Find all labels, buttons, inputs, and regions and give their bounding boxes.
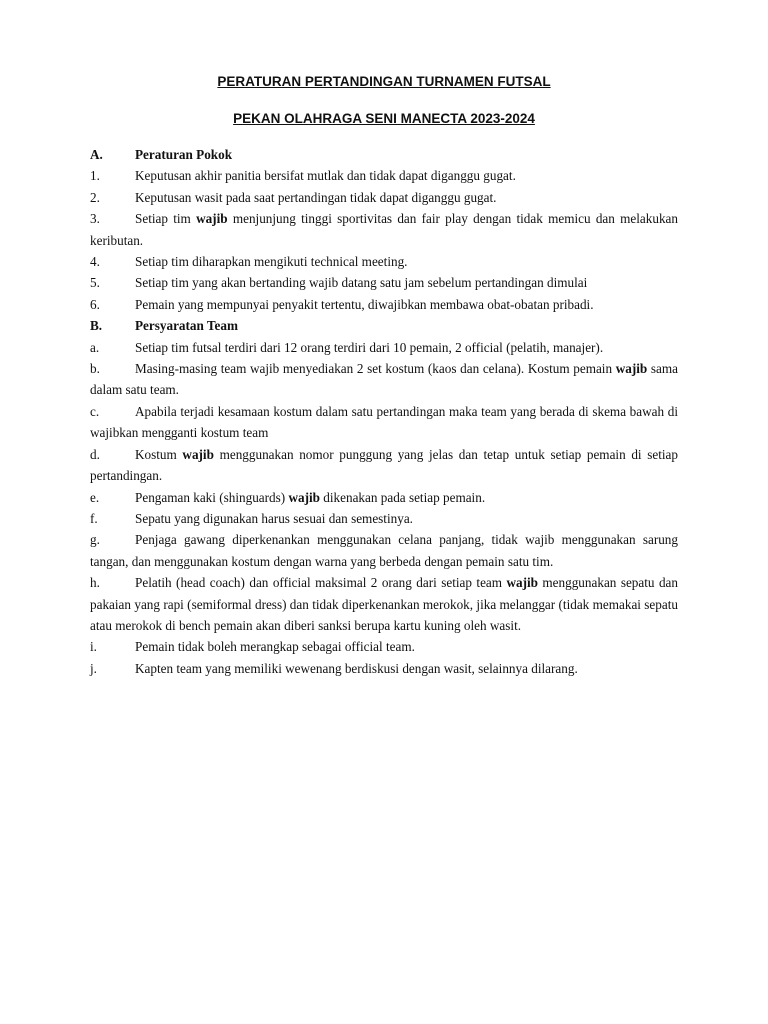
list-item [90,658,678,679]
list-item [90,508,678,529]
emphasis-text: wajib [288,489,320,505]
list-marker: 2. [90,189,100,205]
item-text: Pemain yang mempunyai penyakit tertentu, diwajibkan membawa obat-obatan pribadi. [135,296,594,312]
item-text: Pemain tidak boleh merangkap sebagai official team. [135,639,415,655]
list-marker: g. [90,532,100,548]
section-heading-text: Persyaratan Team [135,318,238,334]
list-marker: i. [90,639,97,655]
section-heading [90,315,678,336]
item-text: Setiap tim [135,211,197,227]
list-marker: 3. [90,211,100,227]
list-marker: a. [90,339,100,355]
item-text: Kostum [135,446,183,462]
list-marker: b. [90,361,100,377]
item-text: Apabila terjadi kesamaan kostum dalam satu pertandingan maka team yang berada di skema bawah di wajibkan mengganti kostum team [90,403,678,441]
section-heading [90,144,678,165]
document-subtitle: PEKAN OLAHRAGA SENI MANECTA 2023-2024 [233,111,535,126]
list-marker: j. [90,660,97,676]
list-item [90,401,678,444]
list-item [90,272,678,293]
item-text: Kapten team yang memiliki wewenang berdiskusi dengan wasit, selainnya dilarang. [135,660,578,676]
list-item [90,572,678,636]
list-marker: 6. [90,296,100,312]
item-text: Pelatih (head coach) dan official maksimal 2 orang dari setiap team [135,575,507,591]
list-marker: 4. [90,254,100,270]
list-item [90,294,678,315]
item-text: Penjaga gawang diperkenankan menggunakan celana panjang, tidak wajib menggunakan sarung tangan, dan menggunakan kostum dengan warna yang berbeda dengan pemain satu tim. [90,532,678,569]
list-marker: e. [90,489,100,505]
list-marker: f. [90,510,98,526]
section-marker: B. [90,318,103,334]
list-marker: h. [90,575,100,591]
list-item [90,444,678,487]
list-item [90,165,678,186]
item-text: Pengaman kaki (shinguards) [135,489,289,505]
emphasis-text: wajib [506,575,538,591]
document-body [90,144,678,679]
document-title: PERATURAN PERTANDINGAN TURNAMEN FUTSAL [217,74,551,89]
item-text: Sepatu yang digunakan harus sesuai dan semestinya. [135,510,413,526]
item-text: menggunakan nomor punggung yang jelas dan tetap untuk setiap pemain di setiap pertandingan. [90,446,678,484]
list-marker: 5. [90,275,100,291]
emphasis-text: wajib [196,211,228,227]
item-text: Setiap tim diharapkan mengikuti technical meeting. [135,254,408,270]
emphasis-text: wajib [182,446,214,462]
list-item [90,208,678,251]
list-marker: 1. [90,168,100,184]
item-text: Masing-masing team wajib menyediakan 2 set kostum (kaos dan celana). Kostum pemain [135,361,616,377]
list-item [90,251,678,272]
list-item [90,337,678,358]
list-item [90,487,678,508]
section-marker: A. [90,147,103,162]
list-item [90,358,678,401]
list-item [90,187,678,208]
list-marker: d. [90,446,100,462]
item-text: Keputusan wasit pada saat pertandingan tidak dapat diganggu gugat. [135,189,497,205]
item-text: Setiap tim yang akan bertanding wajib datang satu jam sebelum pertandingan dimulai [135,275,588,291]
item-text: menjunjung tinggi sportivitas dan fair play dengan tidak memicu dan melakukan keributan. [90,211,678,248]
section-heading-text: Peraturan Pokok [135,147,233,162]
item-text: menggunakan sepatu dan pakaian yang rapi (semiformal dress) dan tidak diperkenankan merokok, jika melanggar (tidak memakai sepatu atau merokok di bench pemain akan diberi sanksi berupa kartu kuning oleh wasit. [90,575,678,633]
item-text: sama dalam satu team. [90,361,678,398]
list-item [90,529,678,572]
list-marker: c. [90,403,100,419]
item-text: dikenakan pada setiap pemain. [319,489,486,505]
item-text: Setiap tim futsal terdiri dari 12 orang terdiri dari 10 pemain, 2 official (pelatih, manajer). [135,339,604,355]
item-text: Keputusan akhir panitia bersifat mutlak dan tidak dapat diganggu gugat. [135,168,516,184]
list-item [90,636,678,657]
emphasis-text: wajib [615,361,648,377]
